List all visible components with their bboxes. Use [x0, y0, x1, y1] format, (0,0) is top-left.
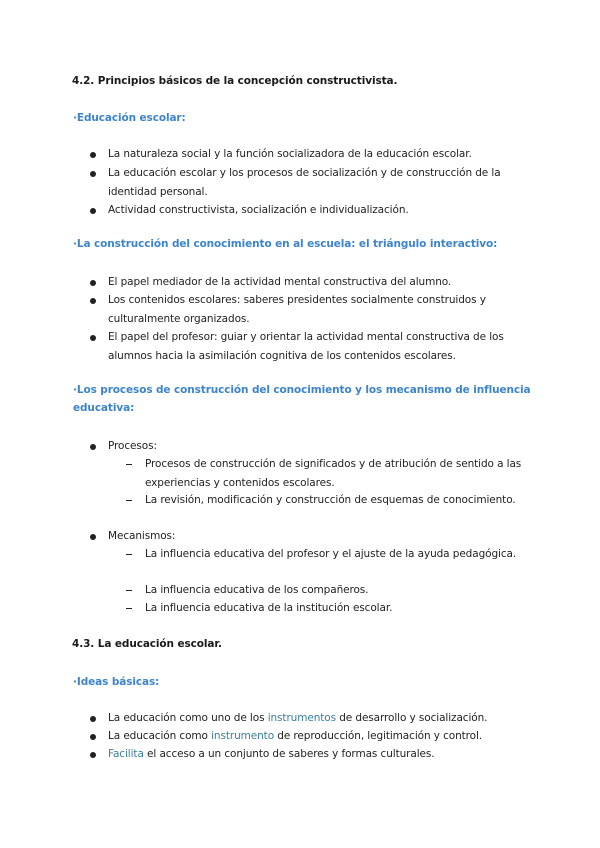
- sub-list-item: La revisión, modificación y construcción de esquemas de conocimiento.: [145, 494, 516, 506]
- list-item: La educación como uno de los instrumentos de desarrollo y socialización.: [108, 712, 488, 724]
- bullet-icon: [90, 171, 96, 177]
- highlight-term: Facilita: [108, 748, 144, 760]
- bullet-icon: [90, 298, 96, 304]
- bullet-icon: [90, 716, 96, 722]
- bullet-icon: [90, 734, 96, 740]
- dash-icon: [126, 608, 132, 609]
- bullet-icon: [90, 280, 96, 286]
- list-item: Actividad constructivista, socialización e individualización.: [108, 204, 409, 216]
- bullet-icon: [90, 208, 96, 214]
- sub-list-item: La influencia educativa de los compañeros.: [145, 584, 369, 596]
- highlight-term: instrumentos: [267, 712, 336, 724]
- bullet-icon: [90, 752, 96, 758]
- list-item: La educación escolar y los procesos de socialización y de construcción de la identidad personal.: [108, 167, 501, 198]
- subheading-ideas-basicas: ·Ideas básicas:: [73, 676, 160, 688]
- list-item: El papel mediador de la actividad mental constructiva del alumno.: [108, 276, 452, 288]
- list-item-mecanismos: Mecanismos:: [108, 530, 176, 542]
- dash-icon: [126, 554, 132, 555]
- bullet-icon: [90, 152, 96, 158]
- sub-list-item: La influencia educativa de la institución escolar.: [145, 602, 393, 614]
- subheading-procesos-construccion: ·Los procesos de construcción del conocimiento y los mecanismo de influencia educativa:: [73, 384, 531, 414]
- subheading-educacion-escolar: ·Educación escolar:: [73, 112, 186, 124]
- list-item-procesos: Procesos:: [108, 440, 157, 452]
- list-item: La naturaleza social y la función socializadora de la educación escolar.: [108, 148, 472, 160]
- list-item: Facilita el acceso a un conjunto de saberes y formas culturales.: [108, 748, 435, 760]
- bullet-icon: [90, 444, 96, 450]
- dash-icon: [126, 500, 132, 501]
- sub-list-item: La influencia educativa del profesor y el ajuste de la ayuda pedagógica.: [145, 548, 517, 560]
- dash-icon: [126, 464, 132, 465]
- bullet-icon: [90, 534, 96, 540]
- sub-list-item: Procesos de construcción de significados y de atribución de sentido a las experiencias y contenidos escolares.: [145, 458, 522, 489]
- list-item: El papel del profesor: guiar y orientar la actividad mental constructiva de los alumnos hacia la asimilación cognitiva de los contenidos escolares.: [108, 331, 504, 362]
- highlight-term: instrumento: [211, 730, 275, 742]
- list-item: La educación como instrumento de reproducción, legitimación y control.: [108, 730, 483, 742]
- section-4-3-title: 4.3. La educación escolar.: [72, 638, 222, 650]
- bullet-icon: [90, 335, 96, 341]
- dash-icon: [126, 590, 132, 591]
- list-item: Los contenidos escolares: saberes presidentes socialmente construidos y culturalmente organizados.: [108, 294, 486, 325]
- section-4-2-title: 4.2. Principios básicos de la concepción constructivista.: [72, 75, 398, 87]
- subheading-triangulo-interactivo: ·La construcción del conocimiento en al escuela: el triángulo interactivo:: [73, 238, 498, 250]
